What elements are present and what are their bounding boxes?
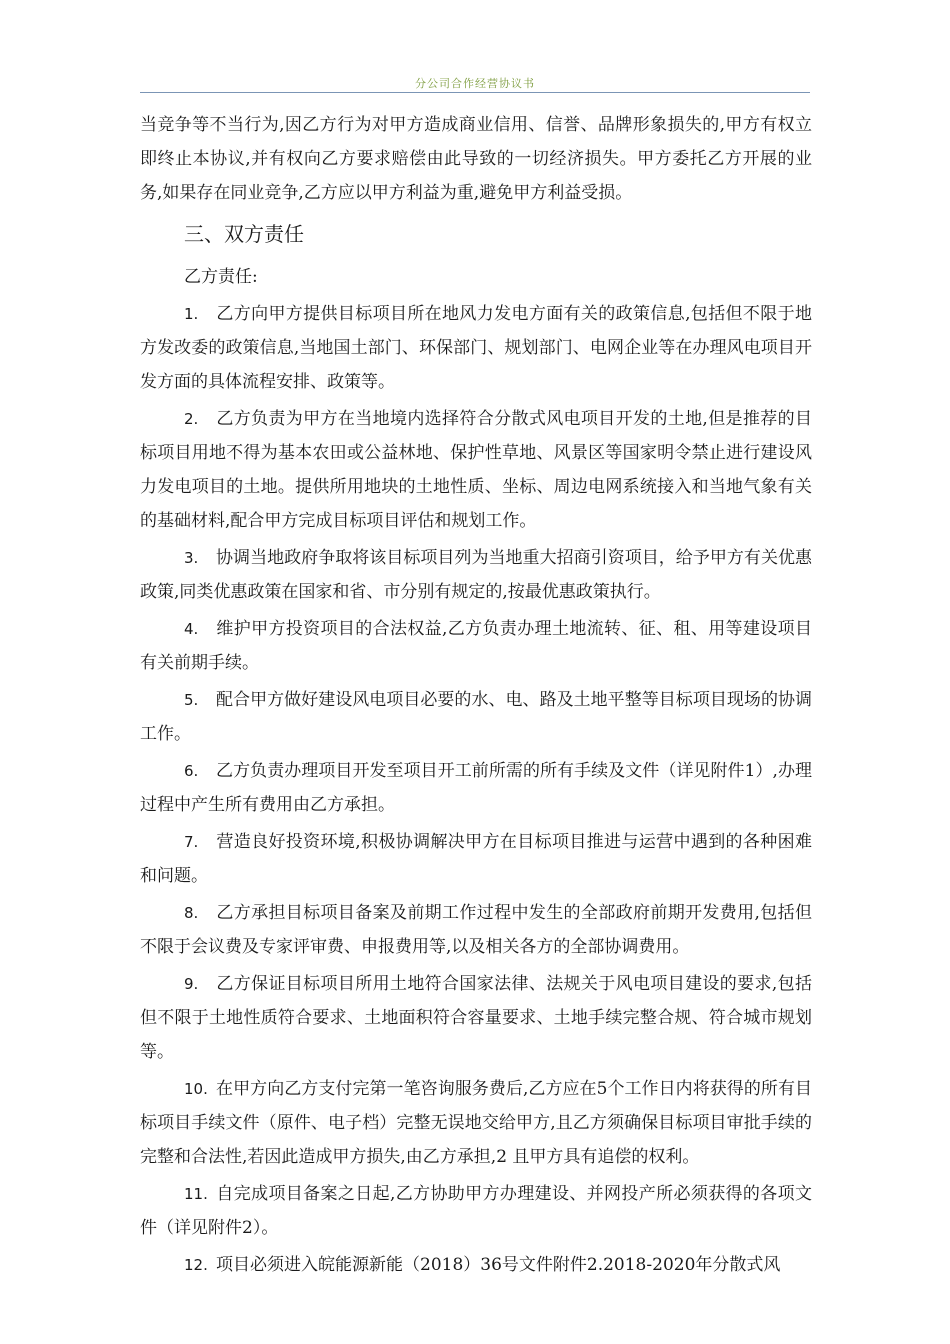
intro-paragraph: 当竞争等不当行为,因乙方行为对甲方造成商业信用、信誉、品牌形象损失的,甲方有权立即终止本协议,并有权向乙方要求赔偿由此导致的一切经济损失。甲方委托乙方开展的业务,如果存在同业竞争,乙方应以甲方利益为重,避免甲方利益受损。 [140,115,812,203]
list-item [140,612,812,680]
item-text: 乙方向甲方提供目标项目所在地风力发电方面有关的政策信息,包括但不限于地方发改委的政策信息,当地国土部门、环保部门、规划部门、电网企业等在办理风电项目开发方面的具体流程安排、政策等。 [140,304,812,392]
list-item [140,825,812,893]
party-b-heading: 乙方责任: [184,267,258,287]
item-text: 乙方负责为甲方在当地境内选择符合分散式风电项目开发的土地,但是推荐的目标项目用地不得为基本农田或公益林地、保护性草地、风景区等国家明令禁止进行建设风力发电项目的土地。提供所用地块的土地性质、坐标、周边电网系统接入和当地气象有关的基础材料,配合甲方完成目标项目评估和规划工作。 [140,409,812,531]
item-text: 乙方负责办理项目开发至项目开工前所需的所有手续及文件（详见附件1）,办理过程中产生所有费用由乙方承担。 [140,761,812,815]
document-body [140,108,812,1285]
item-text: 在甲方向乙方支付完第一笔咨询服务费后,乙方应在5个工作日内将获得的所有目标项目手续文件（原件、电子档）完整无误地交给甲方,且乙方须确保目标项目审批手续的完整和合法性,若因此造成甲方损失,由乙方承担,2 且甲方具有追偿的权利。 [140,1079,812,1167]
item-number: 5. [184,691,199,709]
list-item [140,1177,812,1245]
item-text: 维护甲方投资项目的合法权益,乙方负责办理土地流转、征、租、用等建设项目有关前期手续。 [140,619,812,673]
list-item [140,967,812,1069]
list-item [140,896,812,964]
item-text: 配合甲方做好建设风电项目必要的水、电、路及土地平整等目标项目现场的协调工作。 [140,690,812,744]
item-text: 营造良好投资环境,积极协调解决甲方在目标项目推进与运营中遇到的各种困难和问题。 [140,832,812,886]
list-item [140,541,812,609]
item-number: 7. [184,833,199,851]
item-number: 3. [184,549,199,567]
item-text: 乙方承担目标项目备案及前期工作过程中发生的全部政府前期开发费用,包括但不限于会议费及专家评审费、申报费用等,以及相关各方的全部协调费用。 [140,903,812,957]
item-text: 协调当地政府争取将该目标项目列为当地重大招商引资项目，给予甲方有关优惠政策,同类优惠政策在国家和省、市分别有规定的,按最优惠政策执行。 [140,548,812,602]
list-item [140,297,812,399]
list-item [140,402,812,538]
item-number: 11. [184,1185,208,1203]
list-item [140,683,812,751]
item-number: 2. [184,410,199,428]
item-number: 10. [184,1080,208,1098]
section-heading: 三、双方责任 [184,222,304,246]
item-number: 9. [184,975,199,993]
list-item [140,1072,812,1174]
item-number: 12. [184,1256,208,1274]
item-text: 项目必须进入皖能源新能（2018）36号文件附件2.2018-2020年分散式风 [216,1255,781,1275]
item-number: 4. [184,620,199,638]
item-text: 乙方保证目标项目所用土地符合国家法律、法规关于风电项目建设的要求,包括但不限于土地性质符合要求、土地面积符合容量要求、土地手续完整合规、符合城市规划等。 [140,974,812,1062]
item-number: 1. [184,305,199,323]
list-item [140,1248,812,1282]
item-number: 6. [184,762,199,780]
list-item [140,754,812,822]
item-text: 自完成项目备案之日起,乙方协助甲方办理建设、并网投产所必须获得的各项文件（详见附件2）。 [140,1184,812,1238]
running-header-title: 分公司合作经营协议书 [415,77,535,90]
header-divider [140,92,810,93]
item-number: 8. [184,904,199,922]
